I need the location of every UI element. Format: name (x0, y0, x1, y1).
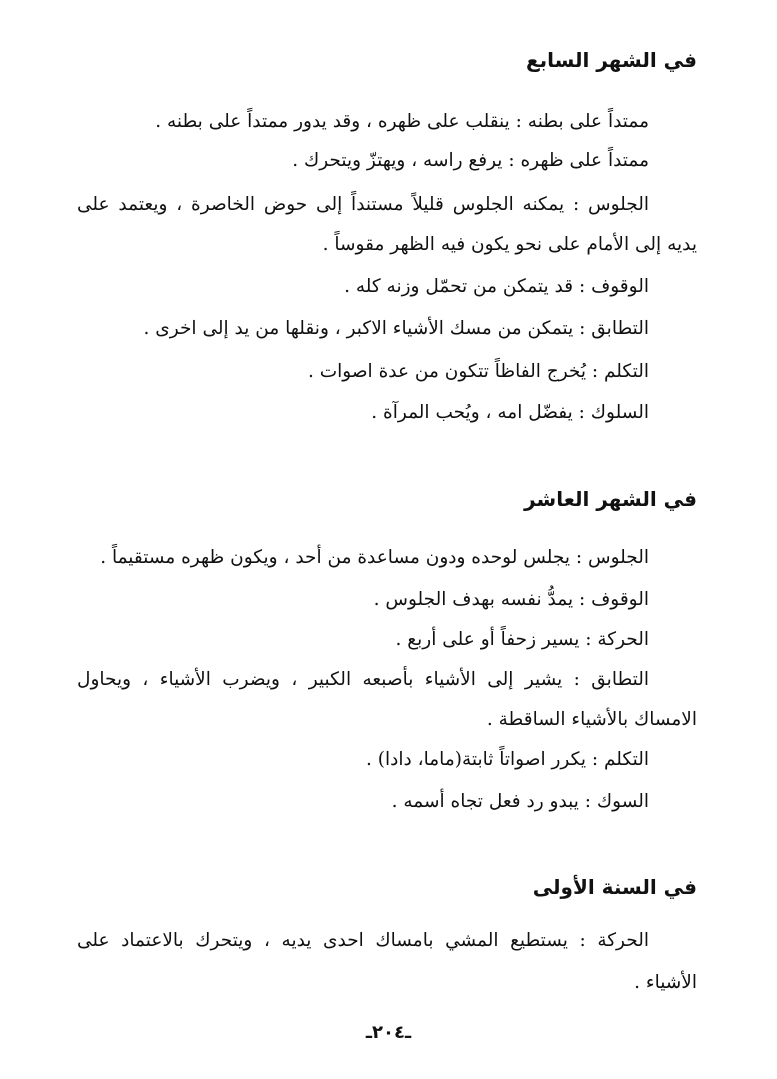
text-line: التطابق : يتمكن من مسك الأشياء الاكبر ، ونقلها من يد إلى اخرى . (143, 318, 649, 339)
text-line: ممتداً على بطنه : ينقلب على ظهره ، وقد يدور ممتداً على بطنه . (155, 111, 649, 132)
text-line: التكلم : يكرر اصواتاً ثابتة(ماما، دادا) . (366, 749, 649, 770)
text-line: يديه إلى الأمام على نحو يكون فيه الظهر مقوساً . (322, 234, 697, 255)
text-line: التطابق : يشير إلى الأشياء بأصبعه الكبير ، ويضرب الأشياء ، ويحاول (77, 669, 649, 690)
text-line: الجلوس : يمكنه الجلوس قليلاً مستنداً إلى حوض الخاصرة ، ويعتمد على (77, 194, 649, 215)
page-number: ـ٢٠٤ـ (365, 1022, 412, 1043)
section-heading-tenth-month: في الشهر العاشر (524, 487, 697, 511)
text-line: الأشياء . (634, 972, 697, 993)
text-line: ممتداً على ظهره : يرفع راسه ، ويهتزّ ويتحرك . (292, 150, 649, 171)
text-line: السلوك : يفضّل امه ، ويُحب المرآة . (371, 402, 649, 423)
section-heading-seventh-month: في الشهر السابع (525, 48, 697, 72)
section-heading-first-year: في السنة الأولى (532, 875, 697, 899)
text-line: الحركة : يستطيع المشي بامساك احدى يديه ، ويتحرك بالاعتماد على (77, 930, 649, 951)
text-line: الوقوف : يمدُّ نفسه بهدف الجلوس . (373, 589, 649, 610)
text-line: السوك : يبدو رد فعل تجاه أسمه . (391, 791, 649, 812)
text-line: الامساك بالأشياء الساقطة . (486, 709, 697, 730)
text-line: الوقوف : قد يتمكن من تحمّل وزنه كله . (344, 276, 649, 297)
text-line: الحركة : يسير زحفاً أو على أربع . (395, 629, 649, 650)
text-line: التكلم : يُخرج الفاظاً تتكون من عدة اصوات . (307, 361, 649, 382)
text-line: الجلوس : يجلس لوحده ودون مساعدة من أحد ، ويكون ظهره مستقيماً . (100, 547, 649, 568)
